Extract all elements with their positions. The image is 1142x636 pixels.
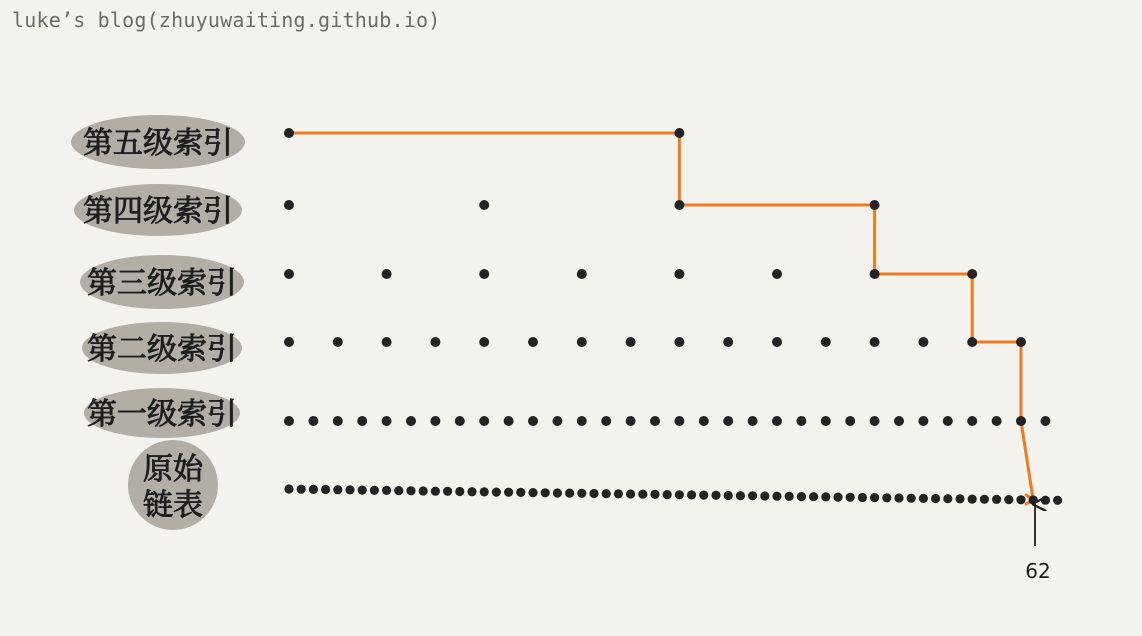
- node: [552, 416, 562, 426]
- node: [687, 490, 696, 499]
- node: [333, 337, 343, 347]
- node: [967, 337, 977, 347]
- node: [492, 488, 501, 497]
- node: [565, 489, 574, 498]
- nodes: [284, 128, 1062, 505]
- node: [455, 416, 465, 426]
- node: [309, 485, 318, 494]
- node: [455, 487, 464, 496]
- node: [918, 416, 928, 426]
- node: [602, 489, 611, 498]
- node: [724, 491, 733, 500]
- node: [479, 269, 489, 279]
- level-label-text: 第四级索引: [83, 194, 233, 229]
- level-label-text-line2: 链表: [143, 488, 203, 523]
- node: [674, 337, 684, 347]
- node: [333, 416, 343, 426]
- node: [358, 486, 367, 495]
- node: [760, 491, 769, 500]
- node: [699, 416, 709, 426]
- node: [650, 416, 660, 426]
- search-path-line: [289, 133, 1033, 500]
- node: [321, 485, 330, 494]
- level-2-nodes: [284, 337, 1026, 347]
- node: [748, 491, 757, 500]
- node: [833, 493, 842, 502]
- node: [955, 494, 964, 503]
- node: [553, 488, 562, 497]
- node: [674, 128, 684, 138]
- node: [430, 337, 440, 347]
- node: [796, 416, 806, 426]
- node: [736, 491, 745, 500]
- node: [992, 416, 1002, 426]
- node: [516, 488, 525, 497]
- node: [919, 494, 928, 503]
- node: [382, 486, 391, 495]
- node: [419, 486, 428, 495]
- node: [284, 416, 294, 426]
- node: [577, 337, 587, 347]
- node: [821, 337, 831, 347]
- node: [846, 493, 855, 502]
- node: [284, 128, 294, 138]
- node: [821, 416, 831, 426]
- node: [674, 269, 684, 279]
- node: [1016, 495, 1025, 504]
- node: [992, 495, 1001, 504]
- node: [479, 200, 489, 210]
- node: [980, 495, 989, 504]
- level-3-nodes: [284, 269, 977, 279]
- node: [967, 416, 977, 426]
- node: [626, 416, 636, 426]
- level-label-text: 第三级索引: [87, 266, 237, 301]
- node: [882, 493, 891, 502]
- node: [675, 490, 684, 499]
- level-label-3: [80, 255, 244, 309]
- node: [870, 416, 880, 426]
- node: [809, 492, 818, 501]
- node: [1041, 496, 1050, 505]
- node: [858, 493, 867, 502]
- node: [894, 493, 903, 502]
- node: [601, 416, 611, 426]
- node: [406, 416, 416, 426]
- node: [504, 488, 513, 497]
- level-labels: [71, 115, 245, 530]
- node: [1016, 337, 1026, 347]
- node: [357, 416, 367, 426]
- node: [894, 416, 904, 426]
- node: [577, 489, 586, 498]
- node: [370, 486, 379, 495]
- node: [968, 495, 977, 504]
- node: [577, 416, 587, 426]
- node: [772, 492, 781, 501]
- node: [845, 416, 855, 426]
- node: [577, 269, 587, 279]
- node: [406, 486, 415, 495]
- node: [284, 269, 294, 279]
- node: [663, 490, 672, 499]
- node: [528, 416, 538, 426]
- blog-watermark: luke’s blog(zhuyuwaiting.github.io): [12, 8, 441, 32]
- node: [772, 337, 782, 347]
- node: [1004, 495, 1013, 504]
- node: [723, 337, 733, 347]
- node: [931, 494, 940, 503]
- node: [650, 490, 659, 499]
- node: [528, 488, 537, 497]
- target-annotation: [1025, 504, 1050, 583]
- node: [638, 490, 647, 499]
- level-label-5: [71, 115, 245, 169]
- node: [284, 337, 294, 347]
- level-label-text-line1: 原始: [143, 452, 203, 487]
- node: [785, 492, 794, 501]
- node: [1029, 495, 1038, 504]
- node: [699, 491, 708, 500]
- node: [626, 489, 635, 498]
- node: [467, 487, 476, 496]
- node: [674, 200, 684, 210]
- level-label-text: 第五级索引: [83, 126, 233, 161]
- node: [870, 493, 879, 502]
- node: [943, 494, 952, 503]
- node: [431, 487, 440, 496]
- node: [626, 337, 636, 347]
- node: [723, 416, 733, 426]
- node: [480, 487, 489, 496]
- node: [918, 337, 928, 347]
- node: [528, 337, 538, 347]
- node: [772, 269, 782, 279]
- level-label-2: [82, 322, 242, 374]
- node: [674, 416, 684, 426]
- node: [284, 484, 293, 493]
- node: [541, 488, 550, 497]
- node: [443, 487, 452, 496]
- search-path: [289, 133, 1033, 504]
- node: [870, 337, 880, 347]
- level-label-original: [128, 440, 218, 530]
- node: [797, 492, 806, 501]
- level-label-text: 第二级索引: [87, 332, 237, 367]
- node: [821, 492, 830, 501]
- node: [284, 200, 294, 210]
- node: [1040, 416, 1050, 426]
- node: [394, 486, 403, 495]
- node: [1053, 496, 1062, 505]
- node: [504, 416, 514, 426]
- node: [333, 485, 342, 494]
- node: [479, 337, 489, 347]
- node: [1016, 416, 1026, 426]
- node: [382, 337, 392, 347]
- node: [614, 489, 623, 498]
- node: [479, 416, 489, 426]
- level-label-text: 第一级索引: [87, 397, 237, 432]
- node: [870, 200, 880, 210]
- level-original-nodes: [284, 484, 1062, 505]
- node: [589, 489, 598, 498]
- node: [748, 416, 758, 426]
- node: [967, 269, 977, 279]
- node: [430, 416, 440, 426]
- node: [772, 416, 782, 426]
- node: [907, 494, 916, 503]
- node: [943, 416, 953, 426]
- level-label-1: [84, 388, 240, 438]
- node: [711, 491, 720, 500]
- node: [345, 485, 354, 494]
- level-label-4: [74, 184, 242, 236]
- node: [382, 269, 392, 279]
- node: [308, 416, 318, 426]
- level-1-nodes: [284, 416, 1050, 426]
- target-label: 62: [1025, 559, 1051, 583]
- node: [870, 269, 880, 279]
- node: [382, 416, 392, 426]
- node: [297, 485, 306, 494]
